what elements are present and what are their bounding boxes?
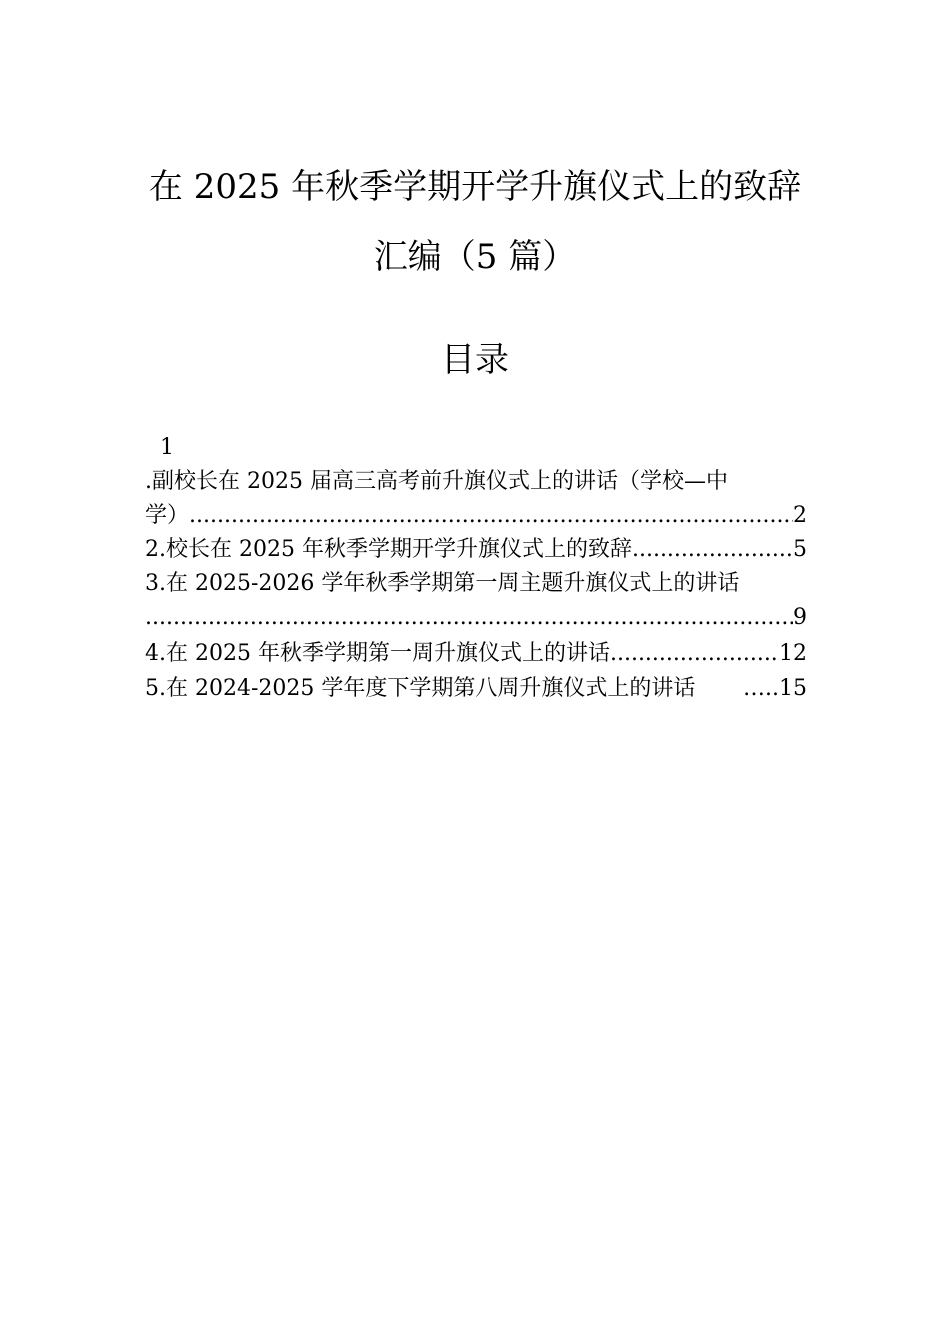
- toc-entry-3-page: 9: [793, 605, 807, 630]
- toc-entry-5-text: 5.在 2024-2025 学年度下学期第八周升旗仪式上的讲话: [145, 676, 696, 701]
- toc-entry-3[interactable]: [145, 567, 807, 601]
- toc-leader-dots: [632, 533, 793, 567]
- toc-entry-1[interactable]: [145, 465, 807, 499]
- document-title-line-2: 汇编（5 篇）: [373, 237, 577, 277]
- toc-entry-5[interactable]: [145, 672, 807, 706]
- toc-entry-4-page: 12: [779, 641, 807, 666]
- toc-entry-1-number: 1: [160, 435, 174, 460]
- toc-entry-1-text: .副校长在 2025 届高三高考前升旗仪式上的讲话（学校—中: [145, 469, 728, 494]
- toc-leader-dots: [145, 601, 793, 635]
- toc-entry-2-text: 2.校长在 2025 年秋季学期开学升旗仪式上的致辞: [145, 537, 632, 562]
- toc-entry-5-leader: …..: [743, 676, 779, 701]
- toc-entry-1-text-continued: 学）: [145, 503, 190, 528]
- toc-entry-4[interactable]: [145, 637, 807, 671]
- toc-entry-3-text: 3.在 2025-2026 学年秋季学期第一周主题升旗仪式上的讲话: [145, 571, 740, 596]
- toc-leader-dots: [610, 637, 779, 671]
- toc-leader-dots: [189, 499, 793, 533]
- toc-entry-2-page: 5: [793, 537, 807, 562]
- toc-heading: 目录: [441, 340, 509, 380]
- document-title-line-1: 在 2025 年秋季学期开学升旗仪式上的致辞: [148, 167, 802, 207]
- toc-entry-1-continued[interactable]: [145, 499, 807, 533]
- toc-entry-2[interactable]: [145, 533, 807, 567]
- toc-entry-5-page: 15: [779, 676, 807, 701]
- toc-entry-4-text: 4.在 2025 年秋季学期第一周升旗仪式上的讲话: [145, 641, 610, 666]
- toc-entry-3-continued[interactable]: [145, 601, 807, 635]
- toc-entry-1-page: 2: [793, 503, 807, 528]
